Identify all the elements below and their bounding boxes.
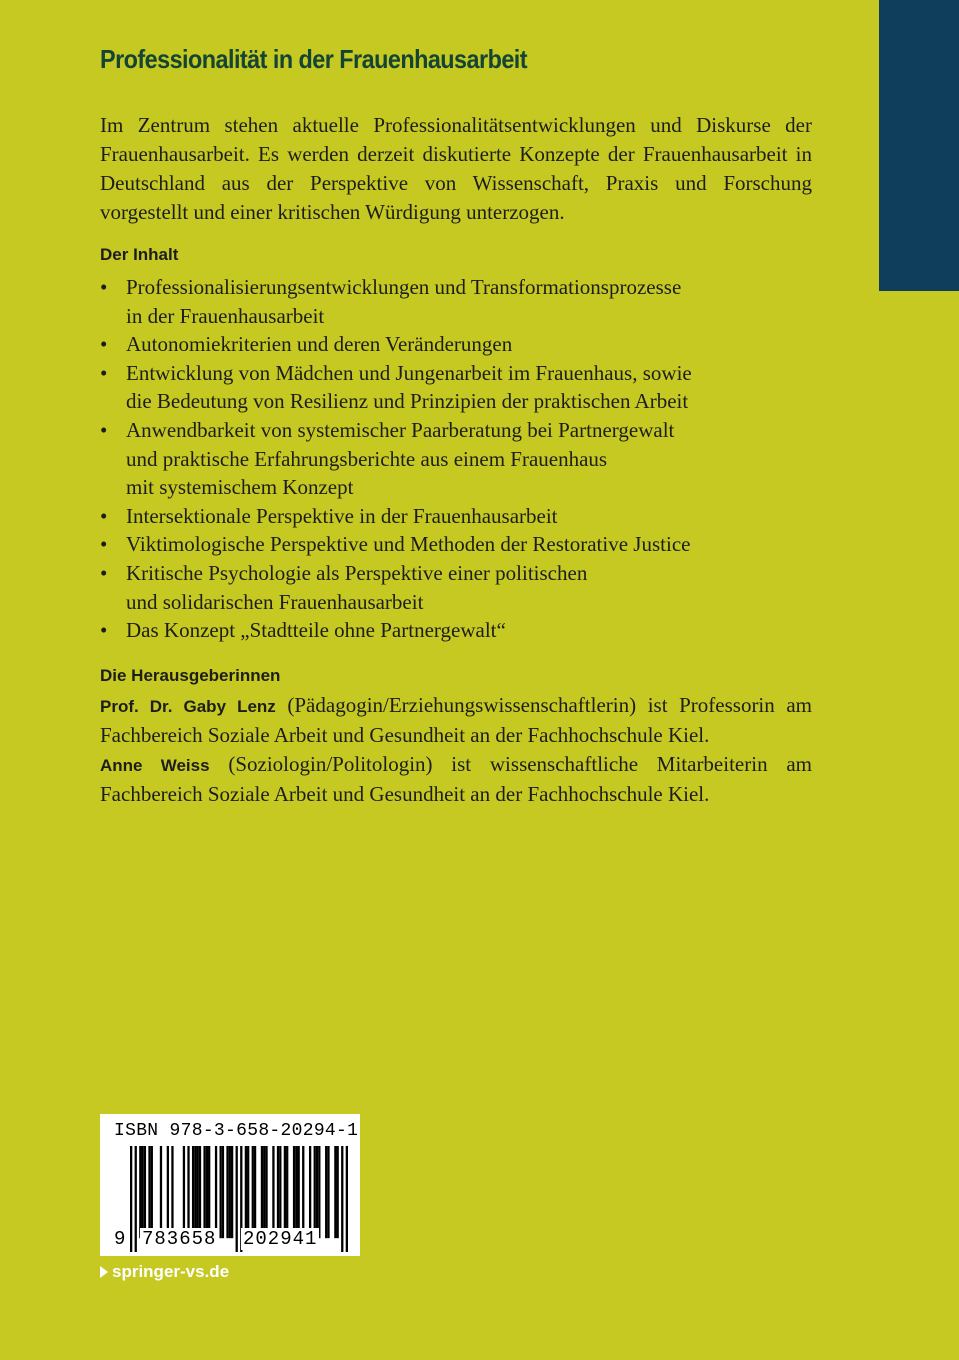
- barcode-bar: [309, 1146, 311, 1238]
- barcode-bar: [254, 1146, 256, 1238]
- barcode-box: [100, 1114, 360, 1256]
- content-item-line: mit systemischem Konzept: [126, 475, 354, 500]
- barcode-bar: [272, 1146, 274, 1238]
- barcode-bar: [215, 1146, 217, 1238]
- barcode-bar: [277, 1146, 279, 1238]
- barcode-bar: [192, 1146, 194, 1238]
- barcode-bar: [171, 1146, 173, 1238]
- barcode-bar: [208, 1146, 210, 1238]
- content-item-line: Kritische Psychologie als Perspektive einer politischen: [126, 560, 588, 585]
- barcode-bar: [298, 1146, 300, 1238]
- bullet-icon: •: [100, 503, 108, 528]
- barcode-bar: [222, 1146, 224, 1238]
- content-item-line: Autonomiekriterien und deren Veränderungen: [126, 332, 513, 357]
- content-list-item: [100, 559, 820, 616]
- content-list-item: [100, 502, 820, 531]
- barcode-bar: [252, 1146, 254, 1238]
- barcode-bar: [286, 1146, 288, 1238]
- content-item-line: in der Frauenhausarbeit: [126, 303, 325, 328]
- barcode-bar: [219, 1146, 221, 1238]
- intro-paragraph: Im Zentrum stehen aktuelle Professionalitätsentwicklungen und Diskurse der Frauenhausarbeit. Es werden derzeit diskutierte Konzepte der Frauenhausarbeit in Deutschland aus der Perspektive von Wissenschaft, Praxis und Forschung vorgestellt und einer kritischen Würdigung unterzogen.: [100, 113, 812, 224]
- page-title: Professionalität in der Frauenhausarbeit: [100, 44, 528, 74]
- content-list-item: [100, 416, 820, 502]
- content-list-item: [100, 273, 820, 330]
- editor-name: Prof. Dr. Gaby Lenz: [100, 697, 276, 716]
- content-heading: Der Inhalt: [100, 245, 179, 264]
- editor-name: Anne Weiss: [100, 756, 210, 775]
- barcode-bar: [144, 1146, 146, 1238]
- triangle-right-icon: [100, 1266, 108, 1278]
- bullet-icon: •: [100, 360, 108, 385]
- barcode-bar: [293, 1146, 295, 1238]
- content-item-line: Professionalisierungsentwicklungen und Transformationsprozesse: [126, 275, 682, 299]
- content-item-line: Das Konzept „Stadtteile ohne Partnergewalt“: [126, 618, 506, 643]
- barcode-bar: [203, 1146, 205, 1238]
- barcode-bar: [141, 1146, 143, 1238]
- content-item-line: Viktimologische Perspektive und Methoden der Restorative Justice: [126, 532, 691, 557]
- barcode-bar: [167, 1146, 169, 1238]
- bullet-icon: •: [100, 532, 108, 557]
- barcode-bar: [231, 1146, 233, 1238]
- barcode-bar: [279, 1146, 281, 1238]
- content-item-line: Anwendbarkeit von systemischer Paarberatung bei Partnergewalt: [126, 417, 675, 442]
- barcode-bar: [135, 1146, 137, 1252]
- content-item-line: und solidarischen Frauenhausarbeit: [126, 589, 424, 614]
- content-item-line: Entwicklung von Mädchen und Jungenarbeit im Frauenhaus, sowie: [126, 360, 692, 385]
- bullet-icon: •: [100, 332, 108, 357]
- barcode-bar: [206, 1146, 208, 1238]
- content-item-line: Intersektionale Perspektive in der Frauenhausarbeit: [126, 503, 558, 528]
- barcode-bar: [295, 1146, 297, 1238]
- barcode-bar: [187, 1146, 189, 1238]
- barcode-bar: [261, 1146, 263, 1238]
- editor-description: (Soziologin/Politologin) ist wissenschaftliche Mitarbeiterin am Fachbereich Soziale Arbeit und Gesundheit an der Fachhochschule Kiel.: [100, 752, 812, 806]
- barcode-bar: [139, 1146, 141, 1238]
- barcode-bar: [197, 1146, 199, 1238]
- barcode-bar: [314, 1146, 316, 1238]
- color-tab: [879, 0, 959, 291]
- website-link[interactable]: [100, 1262, 229, 1282]
- editor-description: (Pädagogin/Erziehungswissenschaftlerin) ist Professorin am Fachbereich Soziale Arbeit und Gesundheit an der Fachhochschule Kiel.: [100, 693, 812, 747]
- content-list-item: [100, 530, 820, 559]
- barcode-bar: [199, 1146, 201, 1238]
- content-list: [100, 273, 820, 645]
- website-url: springer-vs.de: [112, 1262, 230, 1281]
- barcode-bar: [318, 1146, 320, 1238]
- barcode-bar: [183, 1146, 185, 1238]
- barcode-bar: [263, 1146, 265, 1238]
- barcode-bar: [316, 1146, 318, 1238]
- content-item-line: die Bedeutung von Resilienz und Prinzipien der praktischen Arbeit: [126, 389, 689, 414]
- barcode-bar: [284, 1146, 286, 1238]
- barcode-bar: [337, 1146, 339, 1238]
- isbn-label: ISBN 978-3-658-20294-1: [114, 1121, 359, 1141]
- ean-digits-left: 783658: [142, 1228, 217, 1250]
- barcode-bar: [245, 1146, 247, 1238]
- ean-digits-right: 202941: [243, 1228, 318, 1250]
- ean-digit-first: 9: [114, 1228, 126, 1250]
- barcode-bar: [160, 1146, 162, 1238]
- barcode-bar: [236, 1146, 238, 1252]
- content-list-item: [100, 359, 820, 416]
- bullet-icon: •: [100, 275, 108, 299]
- bullet-icon: •: [100, 560, 108, 585]
- barcode-bar: [346, 1146, 348, 1252]
- content-list-item: [100, 330, 820, 359]
- barcode-bar: [148, 1146, 150, 1238]
- content-item-line: und praktische Erfahrungsberichte aus einem Frauenhaus: [126, 446, 608, 471]
- editor-paragraph: [100, 750, 812, 809]
- bullet-icon: •: [100, 417, 108, 442]
- bullet-icon: •: [100, 618, 108, 643]
- barcode-bar: [151, 1146, 153, 1238]
- barcode-bar: [302, 1146, 304, 1238]
- content-list-item: [100, 616, 820, 645]
- barcode-bar: [130, 1146, 132, 1252]
- editors-heading: Die Herausgeberinnen: [100, 666, 281, 685]
- editor-paragraph: [100, 691, 812, 750]
- barcode-bar: [327, 1146, 329, 1238]
- barcode-bar: [229, 1146, 231, 1238]
- barcode-bar: [226, 1146, 228, 1238]
- barcode-bar: [341, 1146, 343, 1252]
- editors-block: [100, 691, 812, 809]
- barcode-bar: [334, 1146, 336, 1238]
- barcode-bar: [265, 1146, 267, 1238]
- barcode-bar: [247, 1146, 249, 1238]
- barcode-bar: [325, 1146, 327, 1238]
- barcode-bar: [194, 1146, 196, 1238]
